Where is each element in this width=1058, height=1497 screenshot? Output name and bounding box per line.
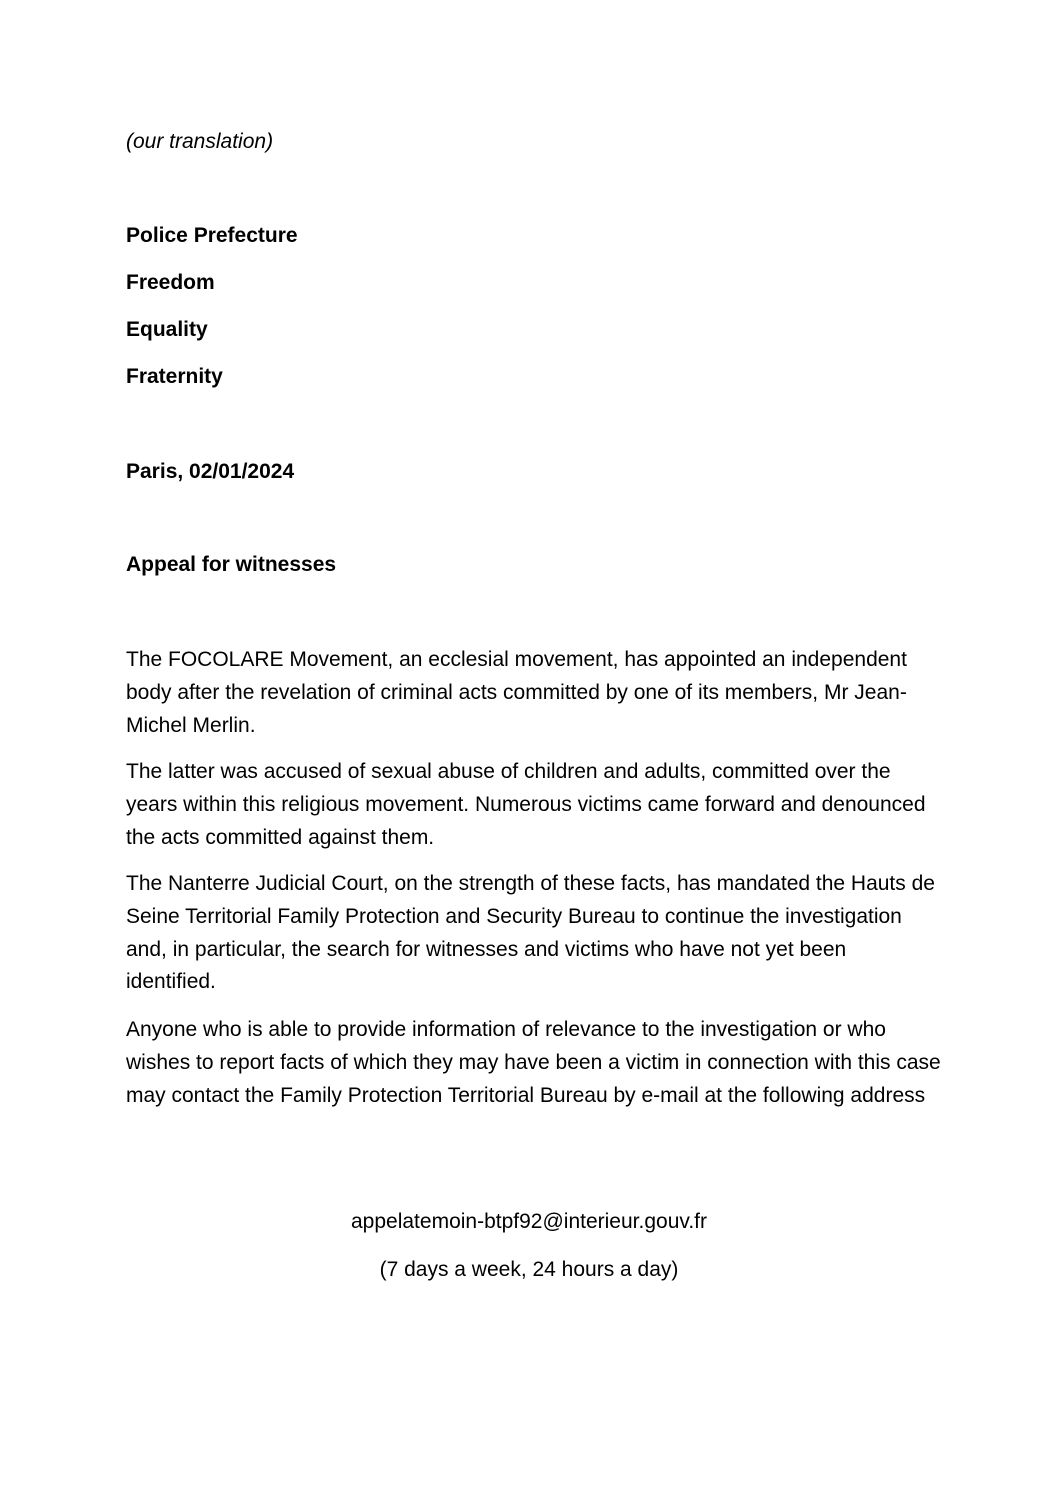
translation-note: (our translation) [126,130,274,153]
document-subject: Appeal for witnesses [126,553,337,576]
place-date: Paris, 02/01/2024 [126,460,295,483]
motto-freedom: Freedom [126,271,215,294]
motto-fraternity: Fraternity [126,365,223,388]
paragraph-movement: The FOCOLARE Movement, an ecclesial movement, has appointed an independent body after the revelation of criminal acts committed by one of its members, Mr Jean-Michel Merlin. [126,648,907,737]
motto-equality: Equality [126,318,208,341]
contact-email[interactable]: appelatemoin-btpf92@interieur.gouv.fr [351,1210,707,1233]
paragraph-contact-request: Anyone who is able to provide information of relevance to the investigation or who wishes to report facts of which they may have been a victim in connection with this case may contact the Family Protection Territorial Bureau by e-mail at the following address [126,1018,941,1107]
availability-note: (7 days a week, 24 hours a day) [379,1258,679,1281]
paragraph-court-mandate: The Nanterre Judicial Court, on the strength of these facts, has mandated the Hauts de Seine Territorial Family Protection and Security Bureau to continue the investigation and, in particular, the search for witnesses and victims who have not yet been identified. [126,872,935,994]
authority-name: Police Prefecture [126,224,298,247]
paragraph-accusation: The latter was accused of sexual abuse of children and adults, committed over the years within this religious movement. Numerous victims came forward and denounced the acts committed against them. [126,760,926,849]
